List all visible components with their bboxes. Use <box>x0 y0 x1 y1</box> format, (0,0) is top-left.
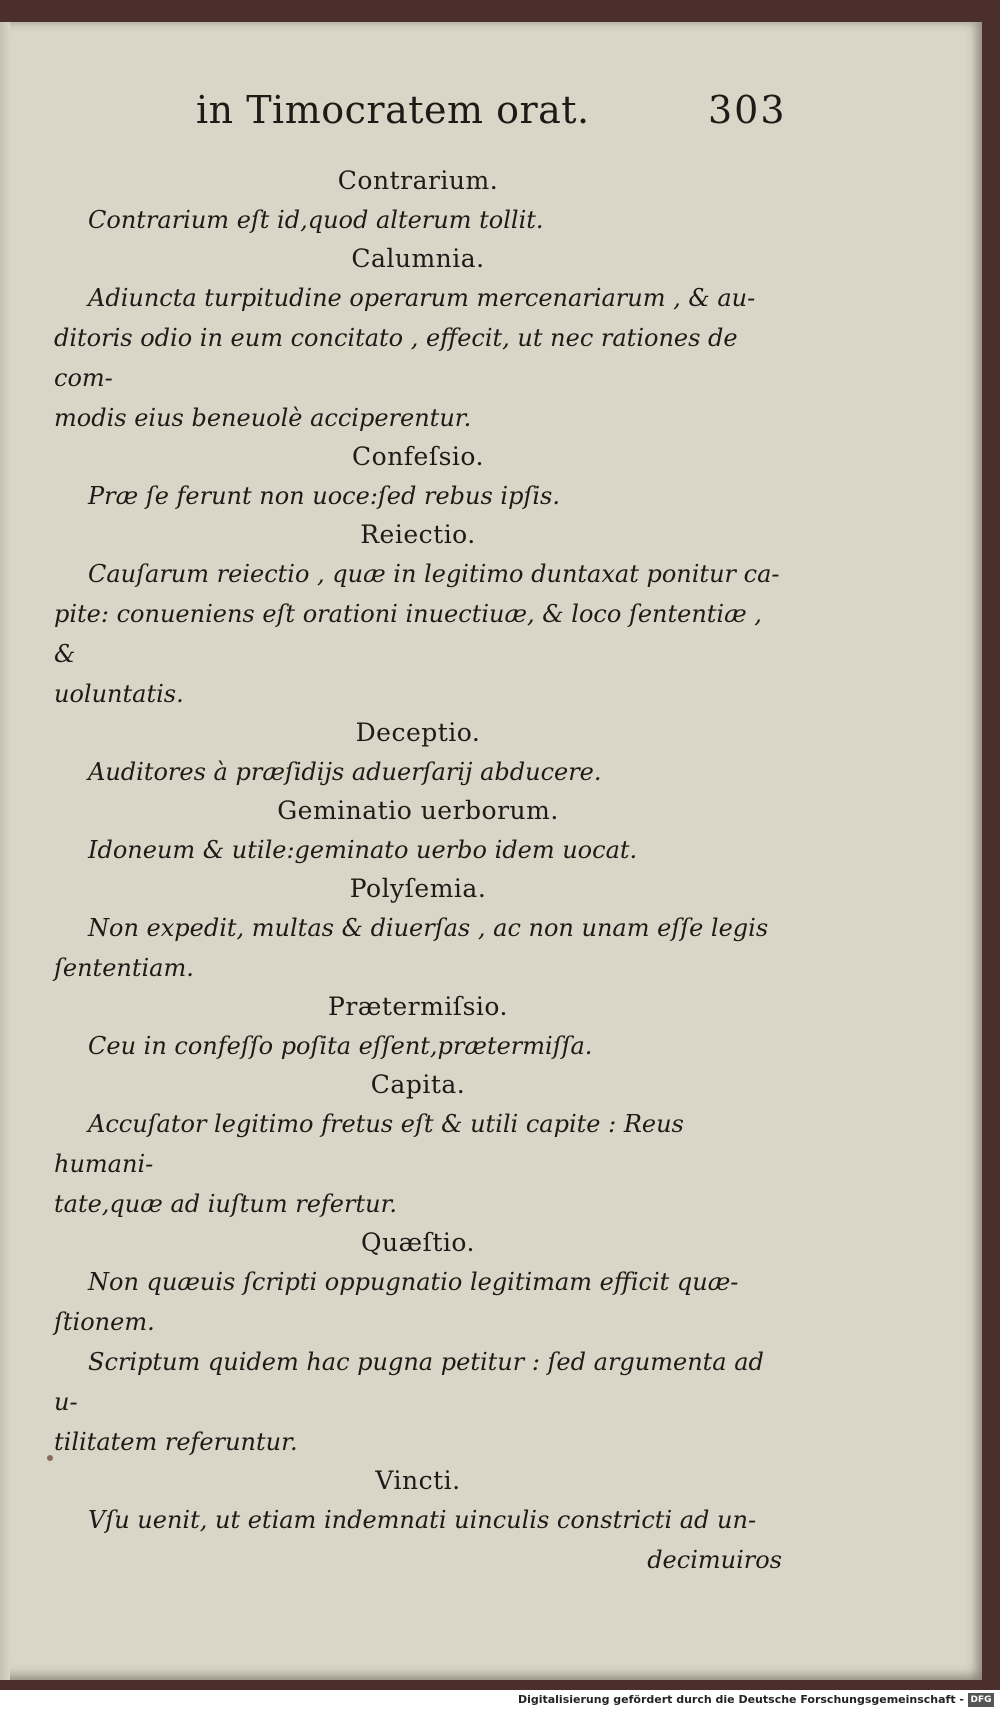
text-line: tate,quæ ad iuſtum refertur. <box>54 1190 398 1218</box>
page-edge <box>0 22 10 1680</box>
text-line: modis eius beneuolè acciperentur. <box>54 404 472 432</box>
section-geminatio <box>54 792 782 870</box>
section-heading: Quæſtio. <box>361 1228 475 1257</box>
section-capita <box>54 1066 782 1224</box>
text-line: Auditores à præſidijs aduerſarij abducere. <box>88 758 602 786</box>
footer-bar <box>0 1690 1000 1712</box>
text-line: ſtionem. <box>54 1308 155 1336</box>
text-line: Contrarium eſt id,quod alterum tollit. <box>88 206 544 234</box>
text-line: Non quæuis ſcripti oppugnatio legitimam efficit quæ- <box>88 1268 739 1296</box>
text-line: Scriptum quidem hac pugna petitur : ſed argumenta ad u- <box>54 1348 764 1416</box>
section-quaestio <box>54 1224 782 1462</box>
section-heading: Confeſsio. <box>352 442 484 471</box>
text-line: Idoneum & utile:geminato uerbo idem uocat. <box>88 836 638 864</box>
footer-credit: Digitalisierung gefördert durch die Deutsche Forschungsgemeinschaft - <box>517 1693 964 1706</box>
text-line: Adiuncta turpitudine operarum mercenariarum , & au- <box>88 284 756 312</box>
text-line: Ceu in confeſſo poſita eſſent,prætermiſſa. <box>88 1032 593 1060</box>
text-line: Accuſator legitimo fretus eſt & utili capite : Reus humani- <box>54 1110 684 1178</box>
page-number: 303 <box>708 88 787 132</box>
text-line: Præ ſe ferunt non uoce:ſed rebus ipſis. <box>88 482 560 510</box>
section-heading: Polyſemia. <box>349 874 487 903</box>
section-heading: Deceptio. <box>355 718 481 747</box>
section-contrarium <box>54 162 782 240</box>
text-line: ditoris odio in eum concitato , effecit, ut nec rationes de com- <box>54 324 738 392</box>
text-line: uoluntatis. <box>54 680 184 708</box>
section-heading: Contrarium. <box>337 166 499 195</box>
section-polysemia <box>54 870 782 988</box>
paper-speck <box>47 1455 53 1461</box>
section-deceptio <box>54 714 782 792</box>
section-heading: Geminatio uerborum. <box>277 796 559 825</box>
section-heading: Vincti. <box>375 1466 461 1495</box>
text-line: ſententiam. <box>54 954 194 982</box>
section-heading: Reiectio. <box>360 520 476 549</box>
section-vincti <box>54 1462 782 1540</box>
section-confessio <box>54 438 782 516</box>
running-head: in Timocratem orat. <box>196 88 590 132</box>
text-line: Vſu uenit, ut etiam indemnati uinculis constricti ad un- <box>88 1506 757 1534</box>
text-line: pite: conueniens eſt orationi inuectiuæ, & loco ſententiæ , & <box>54 600 762 668</box>
section-reiectio <box>54 516 782 714</box>
section-calumnia <box>54 240 782 438</box>
section-heading: Capita. <box>370 1070 466 1099</box>
text-line: Cauſarum reiectio , quæ in legitimo duntaxat ponitur ca- <box>88 560 780 588</box>
section-heading: Calumnia. <box>351 244 485 273</box>
section-praetermissio <box>54 988 782 1066</box>
text-line: Non expedit, multas & diuerſas , ac non unam eſſe legis <box>88 914 769 942</box>
catchword: decimuiros <box>647 1546 782 1574</box>
section-heading: Prætermiſsio. <box>328 992 508 1021</box>
dfg-logo: DFG <box>968 1693 994 1707</box>
text-block <box>54 162 782 1580</box>
text-line: tilitatem referuntur. <box>54 1428 298 1456</box>
